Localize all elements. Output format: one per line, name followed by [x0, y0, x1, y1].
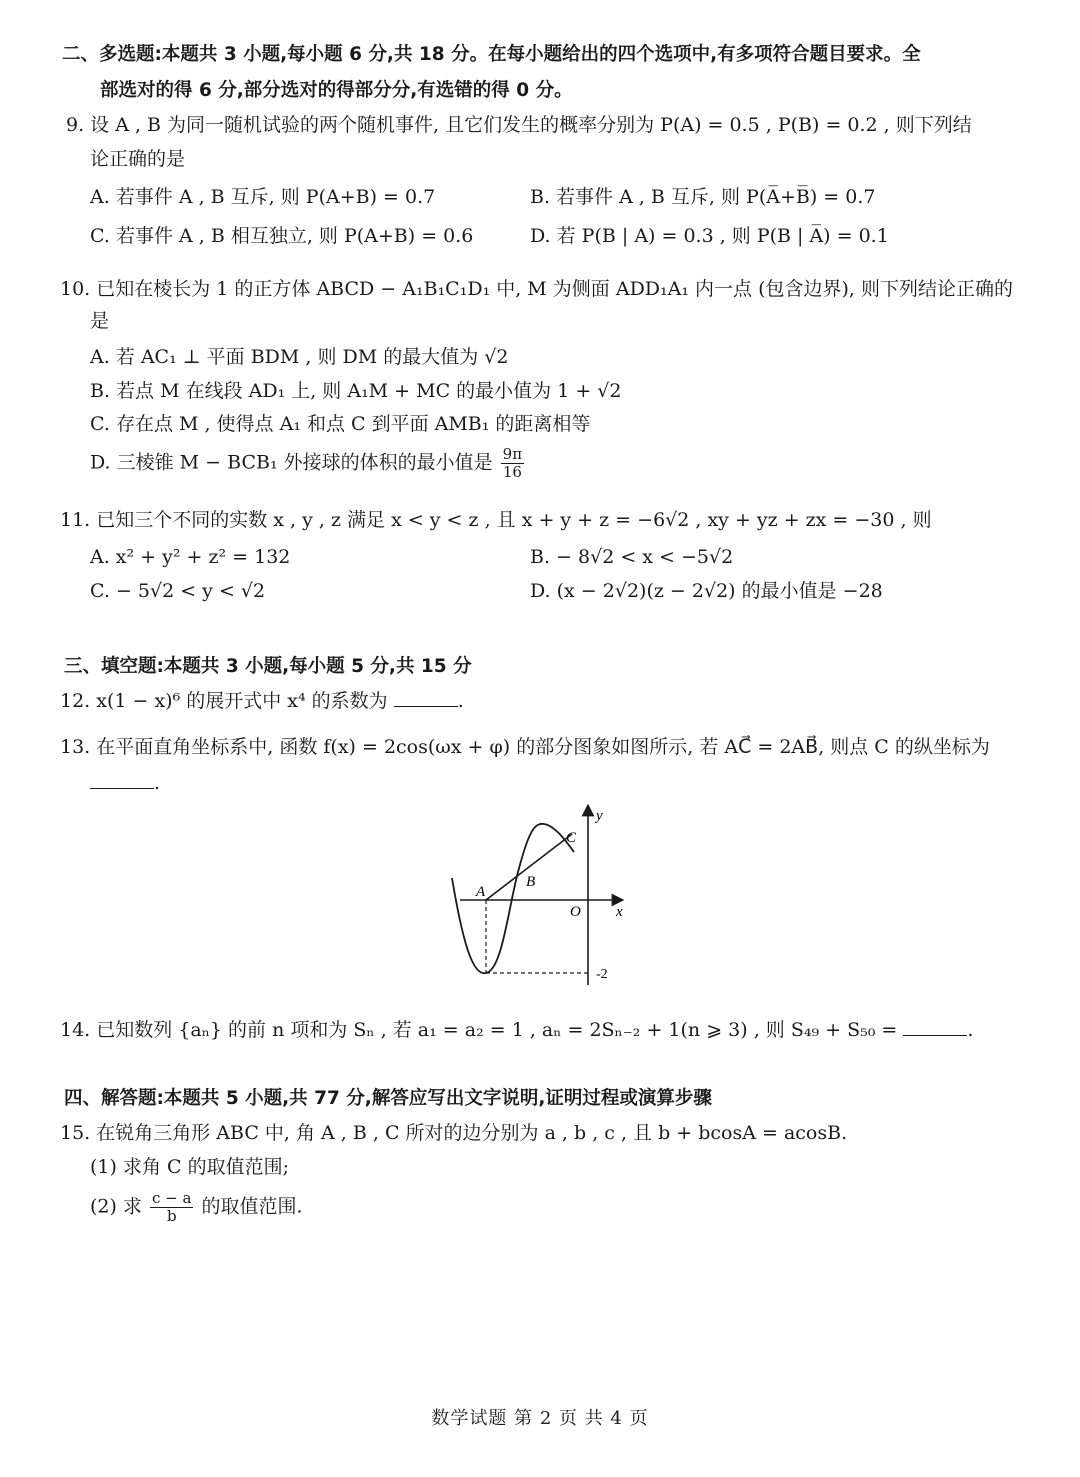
section3-title: 三、填空题:本题共 3 小题,每小题 5 分,共 15 分	[64, 656, 472, 677]
q11-option-b: B. − 8√2 < x < −5√2	[530, 546, 734, 568]
q14-stem: 14. 已知数列 {aₙ} 的前 n 项和为 Sₙ , 若 a₁ = a₂ = 1 , aₙ = 2Sₙ₋₂ + 1(n ⩾ 3) , 则 S₄₉ + S₅₀ =	[60, 1019, 898, 1041]
q13-figure	[440, 800, 640, 995]
label-x: x	[616, 904, 623, 920]
q12-line	[60, 688, 464, 714]
q15-part2	[90, 1190, 303, 1225]
q13-answer-line	[90, 770, 160, 796]
q10-option-d-fraction	[501, 446, 524, 481]
q15-part2-fraction	[150, 1190, 193, 1225]
q14-line	[60, 1017, 973, 1043]
label-o: O	[570, 904, 581, 920]
q12-stem: 12. x(1 − x)⁶ 的展开式中 x⁴ 的系数为	[60, 690, 388, 712]
label-y: y	[596, 808, 603, 824]
q15-part2-numerator: c − a	[152, 1189, 192, 1207]
section2-title-line2: 部选对的得 6 分,部分选对的得部分分,有选错的得 0 分。	[100, 80, 573, 101]
q10-stem-line1: 10. 已知在棱长为 1 的正方体 ABCD − A₁B₁C₁D₁ 中, M 为侧面 ADD₁A₁ 内一点 (包含边界), 则下列结论正确的	[60, 278, 1013, 300]
q15-stem: 15. 在锐角三角形 ABC 中, 角 A , B , C 所对的边分别为 a , b , c , 且 b + bcosA = acosB.	[60, 1122, 848, 1144]
q10-option-d-numerator: 9π	[502, 445, 523, 463]
section4-title: 四、解答题:本题共 5 小题,共 77 分,解答应写出文字说明,证明过程或演算步骤	[64, 1088, 712, 1109]
q15-part2-denominator: b	[166, 1207, 177, 1225]
q9-option-a: A. 若事件 A , B 互斥, 则 P(A+B) = 0.7	[90, 186, 436, 208]
q12-answer-blank[interactable]	[394, 688, 458, 707]
label-c: C	[566, 830, 577, 846]
q10-option-d	[90, 446, 526, 481]
q11-option-d: D. (x − 2√2)(z − 2√2) 的最小值是 −28	[530, 580, 883, 602]
q13-tail: .	[154, 772, 161, 794]
q9-stem-line1: 9. 设 A , B 为同一随机试验的两个随机事件, 且它们发生的概率分别为 P(A) = 0.5 , P(B) = 0.2 , 则下列结	[66, 114, 972, 136]
segment-ac	[486, 834, 572, 900]
q11-stem: 11. 已知三个不同的实数 x , y , z 满足 x < y < z , 且 x + y + z = −6√2 , xy + yz + zx = −30 , 则	[60, 509, 932, 531]
q10-stem-line2: 是	[90, 310, 110, 332]
q15-part1: (1) 求角 C 的取值范围;	[90, 1156, 289, 1178]
q10-option-a: A. 若 AC₁ ⊥ 平面 BDM , 则 DM 的最大值为 √2	[90, 346, 509, 368]
q12-tail: .	[457, 690, 464, 712]
q13-answer-blank[interactable]	[90, 770, 154, 789]
q9-stem-line2: 论正确的是	[90, 148, 186, 170]
q9-option-d: D. 若 P(B | A) = 0.3 , 则 P(B | A̅) = 0.1	[530, 225, 889, 247]
q11-option-a: A. x² + y² + z² = 132	[90, 546, 291, 568]
q11-option-c: C. − 5√2 < y < √2	[90, 580, 266, 602]
label-a: A	[476, 884, 486, 900]
section2-title-line1: 二、多选题:本题共 3 小题,每小题 6 分,共 18 分。在每小题给出的四个选项中,有多项符合题目要求。全	[62, 44, 921, 65]
q13-graph	[440, 800, 640, 990]
q10-option-c: C. 存在点 M , 使得点 A₁ 和点 C 到平面 AMB₁ 的距离相等	[90, 413, 591, 435]
q14-answer-blank[interactable]	[903, 1017, 967, 1036]
q14-tail: .	[967, 1019, 974, 1041]
page-footer: 数学试题 第 2 页 共 4 页	[431, 1408, 649, 1429]
q13-stem: 13. 在平面直角坐标系中, 函数 f(x) = 2cos(ωx + φ) 的部分图象如图所示, 若 AC⃗ = 2AB⃗, 则点 C 的纵坐标为	[60, 736, 990, 758]
q15-part2-pre: (2) 求	[90, 1195, 142, 1218]
q9-option-c: C. 若事件 A , B 相互独立, 则 P(A+B) = 0.6	[90, 225, 474, 247]
q9-option-b: B. 若事件 A , B 互斥, 则 P(A̅+B̅) = 0.7	[530, 186, 876, 208]
q10-option-b: B. 若点 M 在线段 AD₁ 上, 则 A₁M + MC 的最小值为 1 + √2	[90, 380, 622, 402]
q10-option-d-denominator: 16	[502, 463, 522, 481]
label-b: B	[526, 874, 536, 890]
label-min: -2	[596, 967, 608, 982]
q10-option-d-text: D. 三棱锥 M − BCB₁ 外接球的体积的最小值是	[90, 451, 493, 474]
q15-part2-post: 的取值范围.	[201, 1195, 303, 1218]
